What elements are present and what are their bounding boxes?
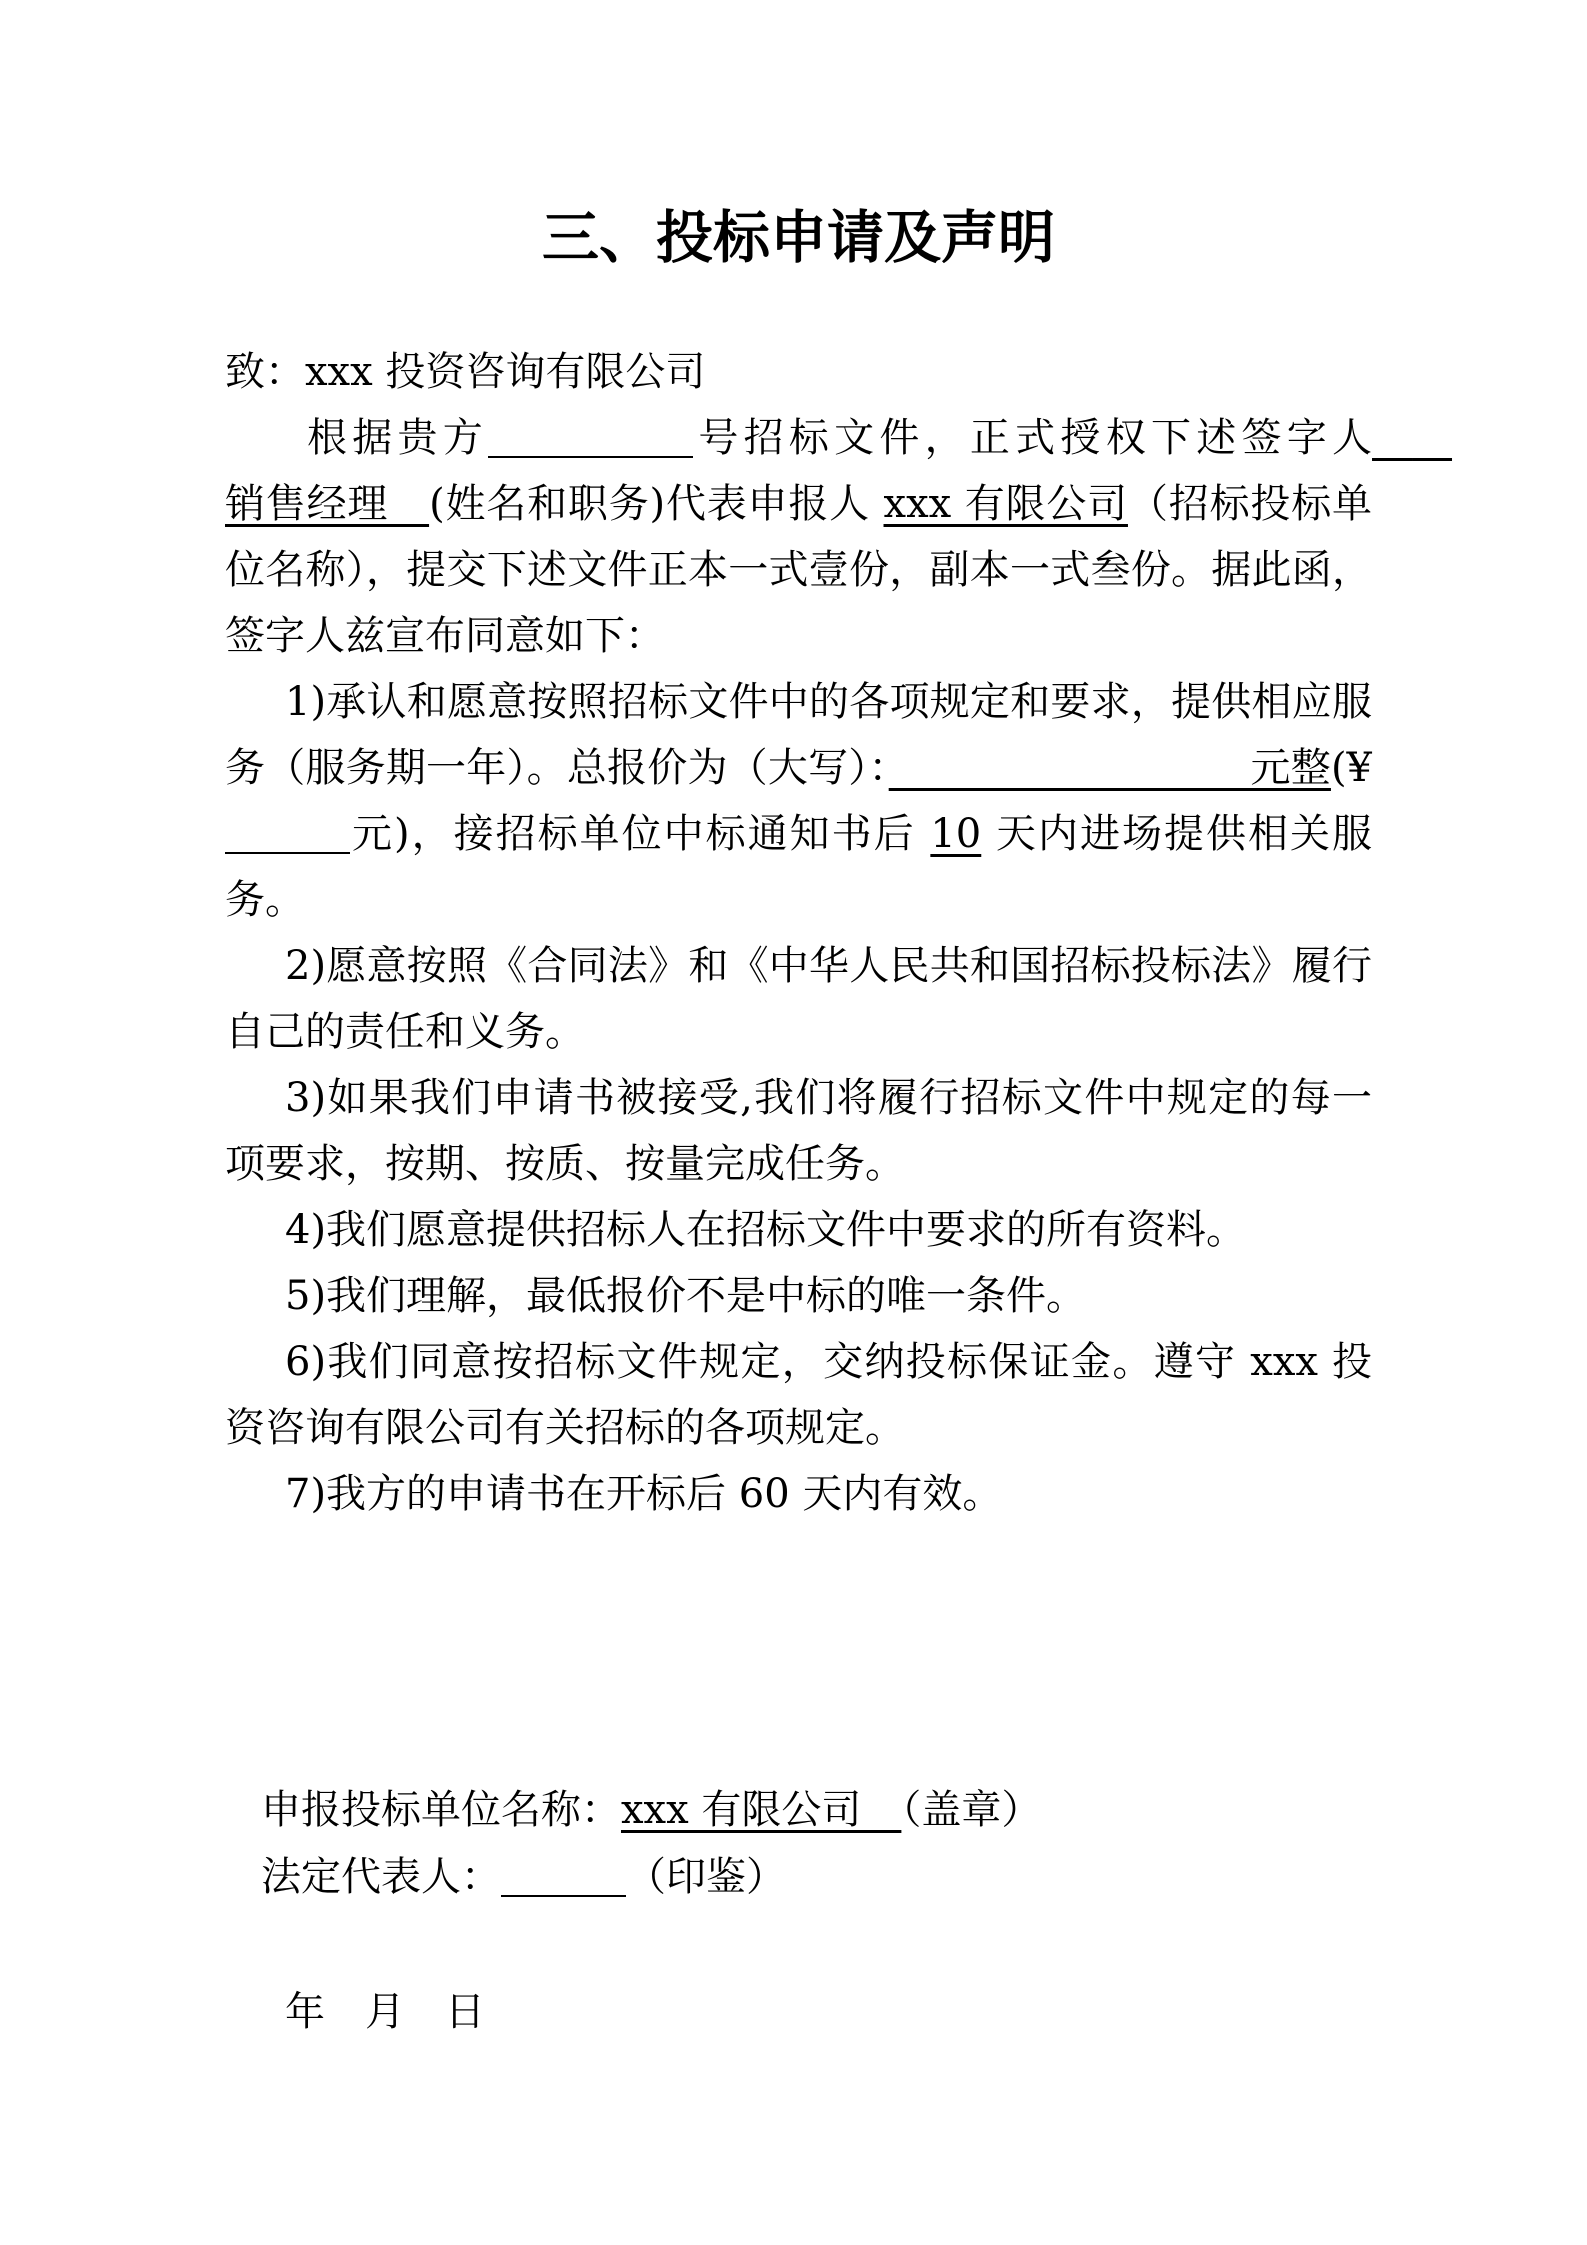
text-run: （印鉴）	[626, 1854, 786, 1900]
blank-underline	[488, 423, 693, 458]
text-run: 4)我们愿意提供招标人在招标文件中要求的所有资料。	[285, 1207, 1247, 1253]
text-run: 2)愿意按照《合同法》和《中华人民共和国招标投标法》履行自己的责任和义务。	[225, 943, 1372, 1055]
legal-representative-line	[261, 1844, 1372, 1911]
paragraph-addressee	[225, 339, 1372, 405]
paragraph-item-2	[225, 933, 1372, 1065]
date-line: 年 月 日	[285, 1989, 485, 2035]
filled-in-text: xxx 有限公司	[621, 1787, 902, 1833]
text-run: 6)我们同意按招标文件规定，交纳投标保证金。遵守 xxx 投资咨询有限公司有关招标的各项规定。	[225, 1339, 1372, 1451]
paragraph-item-7	[225, 1461, 1372, 1527]
text-run: 3)如果我们申请书被接受,我们将履行招标文件中规定的每一项要求，按期、按质、按量完成任务。	[225, 1075, 1372, 1187]
paragraph-item-4	[225, 1197, 1372, 1263]
text-run: 申报投标单位名称：	[261, 1787, 621, 1833]
filled-in-text: xxx 有限公司	[883, 481, 1128, 527]
text-run: 天内进场提供相关服务。	[225, 811, 1372, 923]
filled-in-text: 10	[930, 811, 982, 857]
text-run: 5)我们理解，最低报价不是中标的唯一条件。	[285, 1273, 1087, 1319]
text-run: 致：xxx 投资咨询有限公司	[225, 349, 706, 395]
paragraph-intro	[225, 405, 1453, 669]
text-run: （招标投标单位名称），提交下述文件正本一式壹份，副本一式叁份。据此函，签字人兹宣布同意如下：	[225, 481, 1373, 659]
page-title: 三、投标申请及声明	[542, 204, 1055, 271]
blank-underline	[501, 1862, 626, 1897]
text-run: 元)，接招标单位中标通知书后	[350, 811, 931, 857]
filled-in-text: 元整	[888, 745, 1331, 791]
text-run: 根据贵方	[307, 415, 489, 461]
text-run: 7)我方的申请书在开标后 60 天内有效。	[285, 1471, 1003, 1517]
paragraph-item-1	[225, 669, 1372, 933]
text-run: 1)承认和愿意按照招标文件中的各项规定和要求，提供相应服务（服务期一年）。总报价为（大写）：	[225, 679, 1372, 791]
text-run: 法定代表人：	[261, 1854, 501, 1900]
filled-in-text: 销售经理	[225, 415, 1453, 527]
blank-underline	[225, 819, 350, 854]
paragraph-item-5	[225, 1263, 1372, 1329]
signature-block	[225, 1777, 1372, 2046]
paragraph-item-6	[225, 1329, 1372, 1461]
text-run: (姓名和职务)代表申报人	[429, 481, 884, 527]
text-run: (¥	[1330, 745, 1373, 791]
paragraph-item-3	[225, 1065, 1372, 1197]
text-run: （盖章）	[901, 1787, 1042, 1833]
text-run: 号招标文件，正式授权下述签字人	[693, 415, 1373, 461]
bidder-name-line	[261, 1777, 1372, 1844]
